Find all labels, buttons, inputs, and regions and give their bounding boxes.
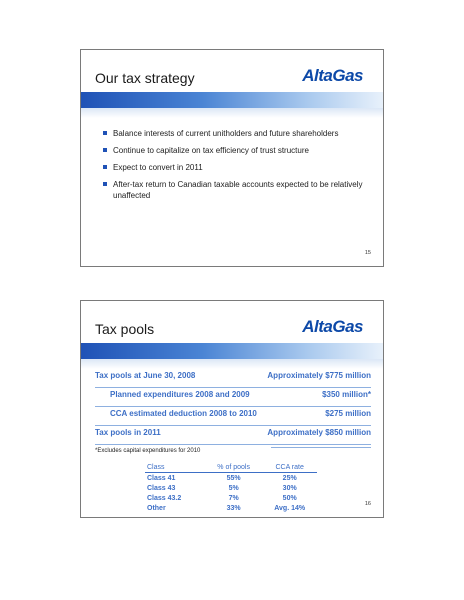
pool-label: CCA estimated deduction 2008 to 2010: [110, 409, 257, 418]
bullet-list: [103, 128, 365, 207]
table-cell: Class 43.2: [147, 494, 182, 502]
page-number: 15: [364, 250, 371, 256]
table-cell: 33%: [226, 504, 241, 512]
pool-row: [95, 426, 371, 444]
table-cell: 30%: [282, 484, 297, 492]
pool-row: [95, 407, 371, 425]
pool-value: Approximately $850 million: [267, 428, 371, 437]
column-header: % of pools: [205, 463, 262, 473]
bullet-square-icon: [103, 148, 107, 152]
pool-row: [95, 388, 371, 406]
tax-pools-summary: [95, 369, 371, 448]
altagas-logo: AltaGas: [302, 317, 363, 336]
slide-title: Our tax strategy: [95, 70, 195, 86]
table-cell: Other: [147, 504, 166, 512]
pool-label: Tax pools in 2011: [95, 428, 161, 437]
table-cell: Class 43: [147, 484, 176, 492]
table-header-row: [145, 463, 317, 473]
slide-title: Tax pools: [95, 321, 155, 337]
bullet-item: After-tax return to Canadian taxable accounts expected to be relatively unaffected: [103, 179, 365, 201]
table-cell: 25%: [282, 474, 297, 482]
pool-value: $275 million: [325, 409, 371, 418]
bullet-square-icon: [103, 165, 107, 169]
bullet-item: Continue to capitalize on tax efficiency of trust structure: [103, 145, 365, 156]
page-number: 16: [364, 501, 371, 507]
column-header: Class: [145, 463, 205, 473]
table-row: [145, 503, 317, 513]
table-row: [145, 483, 317, 493]
header-band-fade: [81, 359, 383, 369]
header-band-fade: [81, 108, 383, 118]
pool-value: $350 million*: [322, 390, 371, 399]
header-band: [81, 92, 383, 108]
bullet-square-icon: [103, 131, 107, 135]
pool-label: Tax pools at June 30, 2008: [95, 371, 196, 380]
header-band: [81, 343, 383, 359]
table-cell: Avg. 14%: [274, 504, 306, 512]
column-header: CCA rate: [262, 463, 317, 473]
pool-value: Approximately $775 million: [267, 371, 371, 380]
table-row: [145, 493, 317, 503]
pool-row: [95, 369, 371, 387]
table-cell: 50%: [282, 494, 297, 502]
table-cell: 5%: [228, 484, 239, 492]
altagas-logo: AltaGas: [302, 66, 363, 85]
pool-label: Planned expenditures 2008 and 2009: [110, 390, 250, 399]
table-row: [145, 473, 317, 484]
bullet-item: Expect to convert in 2011: [103, 162, 365, 173]
table-cell: Class 41: [147, 474, 176, 482]
bullet-square-icon: [103, 182, 107, 186]
slide-our-tax-strategy: [80, 49, 384, 267]
slide-tax-pools: [80, 300, 384, 518]
bullet-item: Balance interests of current unitholders and future shareholders: [103, 128, 365, 139]
cca-class-table: [145, 463, 317, 513]
footnote: *Excludes capital expenditures for 2010: [95, 448, 201, 454]
double-underline: [271, 447, 371, 448]
table-cell: 55%: [226, 474, 241, 482]
table-cell: 7%: [228, 494, 239, 502]
